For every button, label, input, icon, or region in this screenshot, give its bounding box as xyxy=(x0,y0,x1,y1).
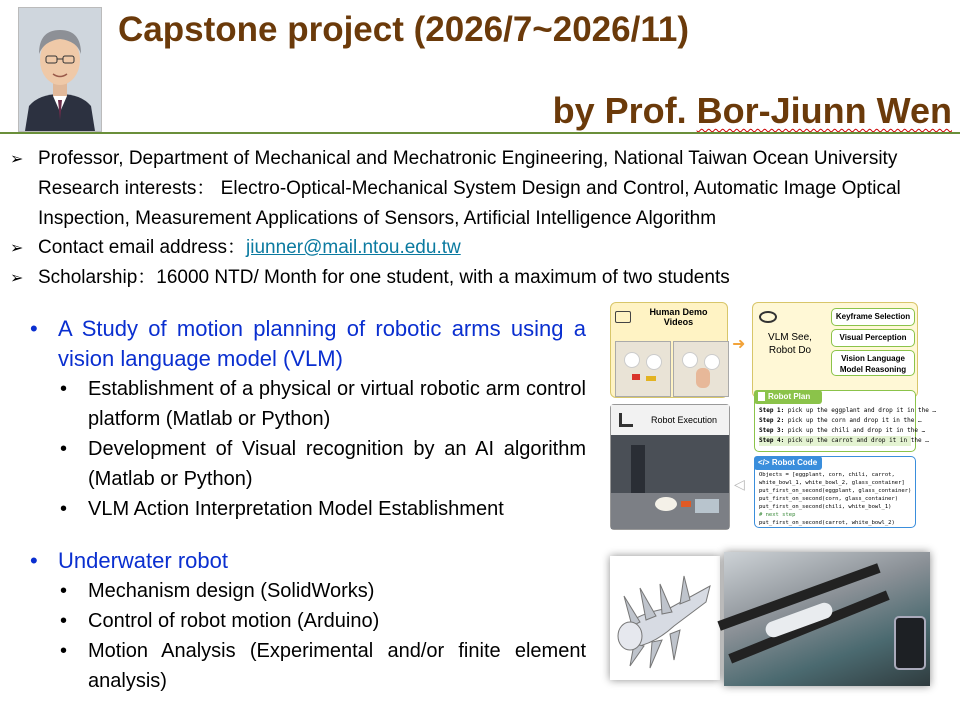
code-line: white_bowl_1, white_bowl_2, glass_container] xyxy=(759,480,905,486)
arrow-left-icon: ◁ xyxy=(734,476,745,492)
info-list xyxy=(10,144,955,293)
info-item-contact xyxy=(10,233,955,263)
list-item xyxy=(60,576,586,606)
document-icon xyxy=(758,392,765,401)
robot-execution-label: Robot Execution xyxy=(650,415,718,425)
bullet-dot-icon: • xyxy=(30,548,38,573)
bullet-dot-icon: • xyxy=(60,438,68,460)
list-item xyxy=(60,434,586,494)
plan-step xyxy=(759,436,929,446)
robot-code-header xyxy=(754,456,822,470)
list-item xyxy=(60,374,586,434)
code-line: # next step xyxy=(759,512,796,518)
code-icon: </> xyxy=(758,458,770,467)
bullet-dot-icon: • xyxy=(60,640,68,662)
bullet-dot-icon: • xyxy=(60,378,68,400)
demo-frame-1 xyxy=(615,341,671,397)
code-line: put_first_on_second(chili, white_bowl_1) xyxy=(759,504,892,510)
list-item-text: VLM Action Interpretation Model Establishment xyxy=(88,498,504,520)
arrow-bullet-icon: ➢ xyxy=(10,240,24,257)
plan-step-number: Step 3: xyxy=(759,427,785,434)
code-line: put_first_on_second(eggplant, glass_container) xyxy=(759,488,912,494)
robot-execution-header xyxy=(611,405,729,435)
list-item-text: Control of robot motion (Arduino) xyxy=(88,610,380,632)
project-underwater-title-text: Underwater robot xyxy=(58,548,228,573)
demo-videos-header xyxy=(611,303,727,329)
plan-step-number: Step 4: xyxy=(759,437,785,444)
vlm-reasoning-box: Vision Language Model Reasoning xyxy=(831,350,915,376)
info-research-text: Research interests： Electro-Optical-Mechanical System Design and Control, Automatic Image Optical Inspection, Measurement Applications of Sensors, Artificial Intelligence Algorithm xyxy=(38,178,901,229)
robot-plan-label: Robot Plan xyxy=(768,392,811,401)
project-vlm-title-text: A Study of motion planning of robotic arms using a vision language model (VLM) xyxy=(58,316,586,371)
professor-photo xyxy=(18,7,102,132)
contact-label: Contact email address： xyxy=(38,237,247,258)
plan-step xyxy=(759,416,922,426)
code-line: put_first_on_second(corn, glass_container) xyxy=(759,496,899,502)
plan-step-number: Step 2: xyxy=(759,417,785,424)
robot-code-lines xyxy=(755,470,915,528)
info-item-research xyxy=(10,174,955,233)
page-title: Capstone project (2026/7~2026/11) xyxy=(118,10,689,49)
byline-prefix: by Prof. xyxy=(552,90,697,131)
robot-execution-panel xyxy=(610,404,730,530)
robot-plan-panel xyxy=(754,390,937,452)
list-item-text: Development of Visual recognition by an AI algorithm (Matlab or Python) xyxy=(88,438,586,490)
plan-step-number: Step 1: xyxy=(759,407,785,414)
video-icon xyxy=(615,311,631,323)
robot-plan-steps xyxy=(755,404,937,448)
vlm-pipeline-figure xyxy=(608,298,937,530)
robot-plan-header xyxy=(754,390,822,404)
project-vlm-title xyxy=(30,314,586,374)
arrow-bullet-icon: ➢ xyxy=(10,270,24,287)
visual-perception-box: Visual Perception xyxy=(831,329,915,347)
project-underwater xyxy=(30,546,586,696)
plan-step-text: pick up the eggplant and drop it in the … xyxy=(787,407,937,414)
project-vlm xyxy=(30,314,586,524)
list-item xyxy=(60,494,586,524)
keyframe-selection-box: Keyframe Selection xyxy=(831,308,915,326)
demo-videos-panel xyxy=(610,302,728,398)
robot-code-label: Robot Code xyxy=(771,458,818,467)
list-item xyxy=(60,636,586,696)
info-position-text: Professor, Department of Mechanical and Mechatronic Engineering, National Taiwan Ocean University xyxy=(38,148,898,169)
list-item xyxy=(60,606,586,636)
bullet-dot-icon: • xyxy=(30,316,38,341)
project-underwater-items xyxy=(60,576,586,696)
project-underwater-title xyxy=(30,546,586,576)
author-name: Bor-Jiunn Wen xyxy=(696,90,952,131)
plan-step-text: pick up the chili and drop it in the … xyxy=(787,427,926,434)
plan-step-text: pick up the corn and drop it in the … xyxy=(787,417,922,424)
bullet-dot-icon: • xyxy=(60,580,68,602)
code-line: Objects = [eggplant, corn, chili, carrot, xyxy=(759,472,895,478)
header-divider xyxy=(0,132,960,134)
arrow-bullet-icon xyxy=(10,175,38,204)
plan-step xyxy=(759,426,926,436)
plan-step xyxy=(759,406,937,416)
list-item-text: Establishment of a physical or virtual robotic arm control platform (Matlab or Python) xyxy=(88,378,586,430)
bullet-dot-icon: • xyxy=(60,498,68,520)
project-vlm-items xyxy=(60,374,586,524)
demo-videos-label: Human Demo Videos xyxy=(649,307,708,327)
bullet-dot-icon: • xyxy=(60,610,68,632)
author-byline xyxy=(553,90,952,132)
arrow-bullet-icon: ➢ xyxy=(10,151,24,168)
list-item-text: Mechanism design (SolidWorks) xyxy=(88,580,375,602)
list-item-text: Motion Analysis (Experimental and/or finite element analysis) xyxy=(88,640,586,692)
demo-frame-2 xyxy=(673,341,729,397)
info-item-position xyxy=(10,144,955,174)
vlm-see-do-label: VLM See, Robot Do xyxy=(768,332,812,356)
contact-email-link[interactable]: jiunner@mail.ntou.edu.tw xyxy=(246,237,461,258)
eye-icon xyxy=(759,311,777,323)
plan-step-text: pick up the carrot and drop it in the … xyxy=(787,437,929,444)
robot-code-panel xyxy=(754,456,916,528)
robot-arm-icon xyxy=(619,413,633,427)
scholarship-text: Scholarship：16000 NTD/ Month for one student, with a maximum of two students xyxy=(38,267,730,288)
vlm-core-panel xyxy=(752,302,918,398)
info-item-scholarship xyxy=(10,263,955,293)
fish-robot-cad-image xyxy=(610,556,720,680)
code-line: put_first_on_second(carrot, white_bowl_2) xyxy=(759,520,895,526)
arrow-right-icon: ➜ xyxy=(732,336,746,353)
fish-robot-prototype-photo xyxy=(724,552,930,686)
